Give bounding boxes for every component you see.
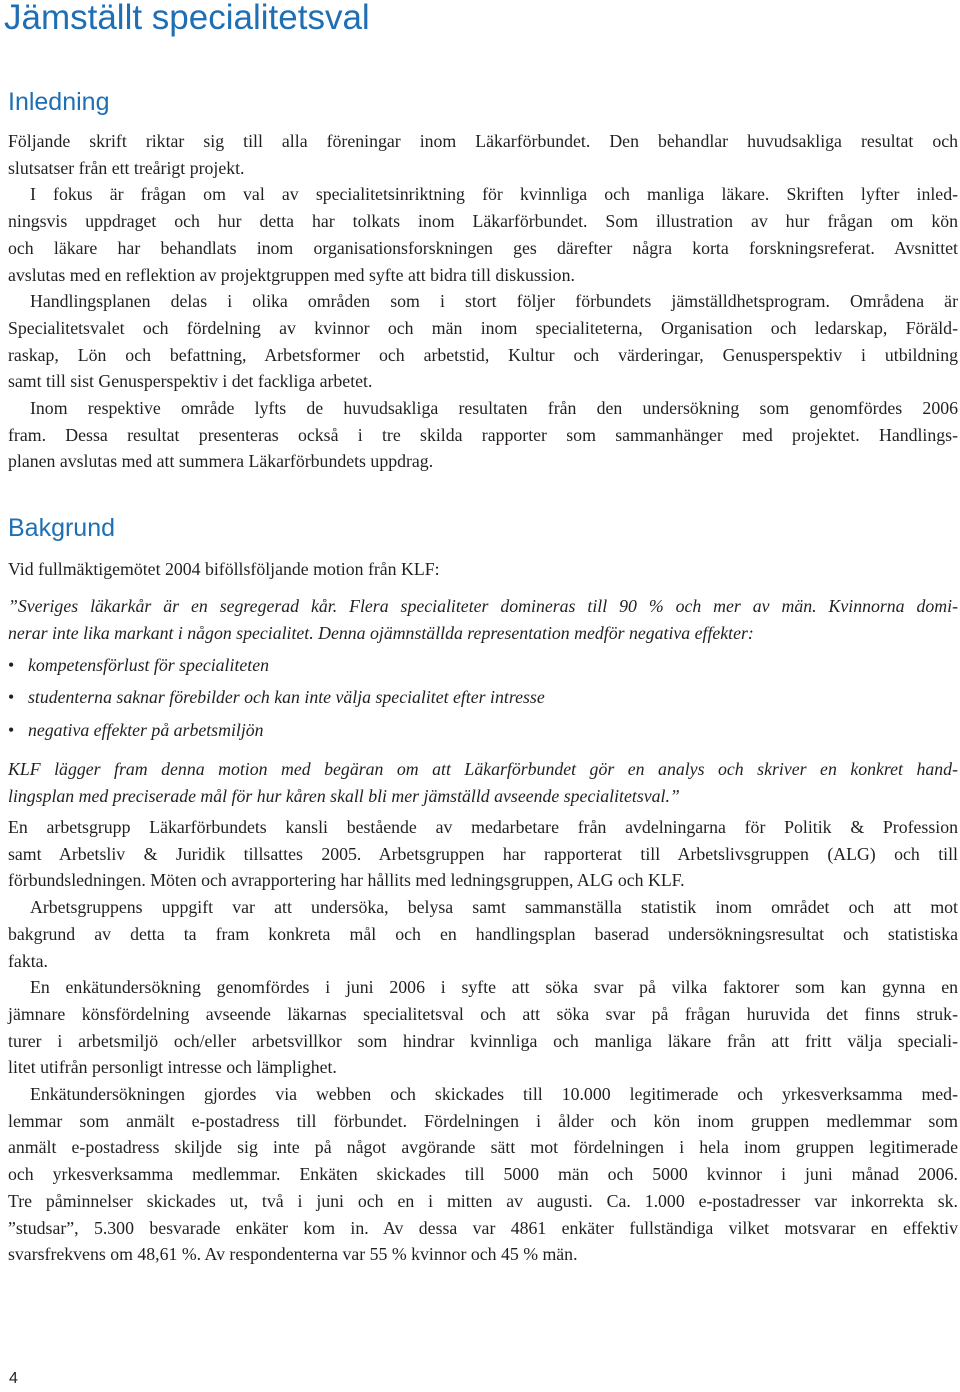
text-line: bakgrund av detta ta fram konkreta mål och en handlingsplan baserad undersökningsresultat och statistiska	[8, 923, 958, 944]
text-line: nerar inte lika markant i någon specialitet. Denna ojämnställda representation medför negativa effekter:	[8, 622, 754, 643]
list-item	[8, 717, 545, 749]
text-line: anmält e-postadress skiljde sig inte på något avgörande sätt mot fördelningen i hela inom gruppen legitimerade	[8, 1137, 958, 1158]
text-line: ”studsar”, 5.300 besvarade enkäter kom in. Av dessa var 4861 enkäter fullständiga vilket motsvarar en effektiv	[8, 1217, 958, 1238]
text-line: samt till sist Genusperspektiv i det fackliga arbetet.	[8, 371, 373, 392]
page-title: Jämställt specialitetsval	[4, 0, 370, 37]
bullet-icon: •	[8, 687, 15, 708]
intro-paragraphs	[8, 128, 958, 475]
text-line: Följande skrift riktar sig till alla föreningar inom Läkarförbundet. Den behandlar huvudsakliga resultat och	[8, 131, 958, 151]
text-line: En enkätundersökning genomfördes i juni 2006 i syfte att söka svar på vilka faktorer som kan gynna en	[30, 977, 958, 998]
text-line: Inom respektive område lyfts de huvudsakliga resultaten från den undersökning som genomfördes 2006	[30, 398, 958, 419]
text-line: Vid fullmäktigemötet 2004 biföllsföljande motion från KLF:	[8, 559, 440, 579]
motion-quote-closing	[8, 756, 958, 809]
text-line: fakta.	[8, 950, 48, 971]
text-line: ”Sveriges läkarkår är en segregerad kår. Flera specialiteter domineras till 90 % och mer av män. Kvinnorna domi-	[8, 596, 958, 616]
text-line: En arbetsgrupp Läkarförbundets kansli bestående av medarbetare från avdelningarna för Politik & Profession	[8, 817, 958, 837]
text-line: ningsvis uppdraget och hur detta har tolkats inom Läkarförbundet. Som illustration av hur frågan om kön	[8, 211, 958, 232]
list-item-text: studenterna saknar förebilder och kan inte välja specialitet efter intresse	[28, 687, 545, 708]
text-line: fram. Dessa resultat presenteras också i tre skilda rapporter som sammanhänger med projektet. Handlings-	[8, 424, 958, 445]
text-line: lemmar som anmält e-postadress till förbundet. Fördelningen i ålder och kön inom gruppen medlemmar som	[8, 1110, 958, 1131]
text-line: I fokus är frågan om val av specialitetsinriktning för kvinnliga och manliga läkare. Skriften lyfter inled-	[30, 184, 958, 205]
text-line: och läkare har behandlats inom organisationsforskningen ges därefter några korta forskningsreferat. Avsnittet	[8, 237, 958, 258]
bakgrund-paragraphs	[8, 814, 958, 1268]
text-line: svarsfrekvens om 48,61 %. Av respondenterna var 55 % kvinnor och 45 % män.	[8, 1244, 578, 1265]
motion-intro	[8, 556, 958, 583]
text-line: slutsatser från ett treårigt projekt.	[8, 157, 245, 178]
list-item-text: negativa effekter på arbetsmiljön	[28, 719, 264, 740]
list-item-text: kompetensförlust för specialiteten	[28, 655, 269, 675]
text-line: litet utifrån personligt intresse och lämplighet.	[8, 1057, 337, 1078]
text-line: planen avslutas med att summera Läkarförbundets uppdrag.	[8, 451, 434, 472]
text-line: Tre påminnelser skickades ut, två i juni och en i mitten av augusti. Ca. 1.000 e-postadresser var inkorrekta sk.	[8, 1190, 958, 1211]
text-line: Handlingsplanen delas i olika områden som i stort följer förbundets jämställdhetsprogram. Områdena är	[30, 291, 958, 312]
section-heading-inledning: Inledning	[8, 88, 110, 116]
effects-list	[8, 652, 545, 749]
text-line: samt Arbetsliv & Juridik tillsattes 2005. Arbetsgruppen har rapporterat till Arbetslivsgruppen (ALG) och till	[8, 843, 958, 864]
text-line: lingsplan med preciserade mål för hur kåren skall bli mer jämställd avseende specialitetsval.”	[8, 785, 680, 806]
bullet-icon: •	[8, 719, 15, 740]
bullet-icon: •	[8, 655, 15, 675]
text-line: Arbetsgruppens uppgift var att undersöka, belysa samt sammanställa statistik inom området och att mot	[30, 897, 958, 918]
text-line: Specialitetsvalet och fördelning av kvinnor och män inom specialiteterna, Organisation och ledarskap, Föräld-	[8, 317, 958, 338]
list-item	[8, 652, 545, 684]
text-line: turer i arbetsmiljö och/eller arbetsvillkor som hindrar kvinnliga och manliga läkare från att fritt välja speciali-	[8, 1030, 958, 1051]
text-line: avslutas med en reflektion av projektgruppen med syfte att bidra till diskussion.	[8, 264, 575, 285]
text-line: förbundsledningen. Möten och avrapportering har hållits med ledningsgruppen, ALG och KLF.	[8, 870, 685, 891]
text-line: raskap, Lön och befattning, Arbetsformer och arbetstid, Kultur och värderingar, Genusperspektiv i utbildning	[8, 344, 958, 365]
section-heading-bakgrund: Bakgrund	[8, 514, 116, 542]
text-line: Enkätundersökningen gjordes via webben och skickades till 10.000 legitimerade och yrkesverksamma med-	[30, 1084, 958, 1105]
text-line: och yrkesverksamma medlemmar. Enkäten skickades till 5000 män och 5000 kvinnor i juni månad 2006.	[8, 1164, 958, 1185]
motion-quote	[8, 593, 958, 646]
text-line: KLF lägger fram denna motion med begäran om att Läkarförbundet gör en analys och skriver en konkret hand-	[8, 759, 958, 779]
text-line: jämnare könsfördelning avseende läkarnas specialitetsval och att söka svar på frågan huruvida det finns struk-	[8, 1003, 958, 1024]
page-number: 4	[9, 1370, 18, 1387]
list-item	[8, 684, 545, 716]
